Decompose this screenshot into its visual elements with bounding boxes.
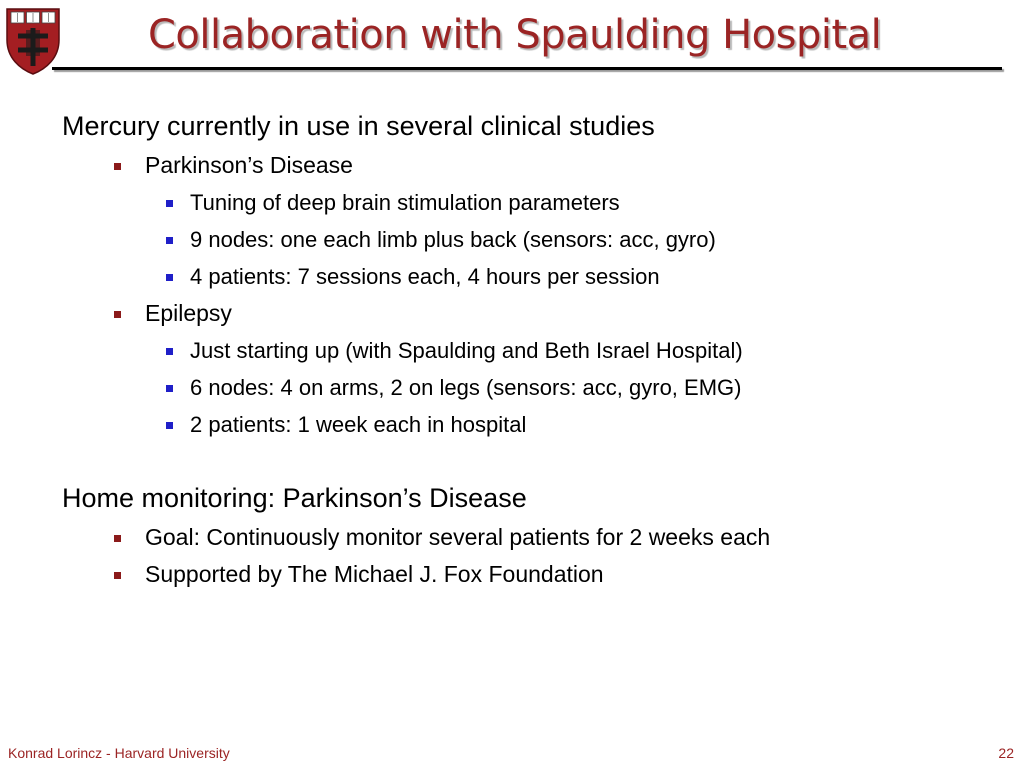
- harvard-shield-logo: [4, 6, 62, 76]
- sub-bullet-dbs-tuning: [190, 189, 1002, 216]
- sub-bullet-2-patients: [190, 411, 1002, 438]
- bullet-text: Goal: Continuously monitor several patients for 2 weeks each: [145, 524, 771, 550]
- square-bullet-icon: [166, 422, 173, 429]
- square-bullet-icon: [166, 237, 173, 244]
- sub-bullet-6-nodes: [190, 374, 1002, 401]
- sub-bullet-starting-up: [190, 337, 1002, 364]
- bullet-parkinsons: [145, 152, 1002, 179]
- bullet-text: Tuning of deep brain stimulation parameters: [190, 190, 620, 215]
- title-divider: [52, 67, 1002, 70]
- square-bullet-icon: [114, 535, 121, 542]
- slide-title: Collaboration with Spaulding Hospital: [148, 12, 882, 58]
- bullet-text: Just starting up (with Spaulding and Beth Israel Hospital): [190, 338, 743, 363]
- square-bullet-icon: [114, 163, 121, 170]
- section-heading-clinical-studies: Mercury currently in use in several clinical studies: [62, 111, 655, 141]
- bullet-text: 9 nodes: one each limb plus back (sensors: acc, gyro): [190, 227, 716, 252]
- square-bullet-icon: [114, 572, 121, 579]
- footer-author: Konrad Lorincz - Harvard University: [8, 745, 230, 761]
- square-bullet-icon: [166, 274, 173, 281]
- square-bullet-icon: [114, 311, 121, 318]
- bullet-text: Epilepsy: [145, 300, 232, 326]
- bullet-text: Parkinson’s Disease: [145, 152, 353, 178]
- bullet-goal: [145, 524, 1002, 551]
- square-bullet-icon: [166, 385, 173, 392]
- slide-content: [62, 110, 1002, 588]
- sub-bullet-4-patients: [190, 263, 1002, 290]
- bullet-text: 2 patients: 1 week each in hospital: [190, 412, 527, 437]
- page-number: 22: [998, 745, 1014, 761]
- bullet-text: Supported by The Michael J. Fox Foundation: [145, 561, 604, 587]
- square-bullet-icon: [166, 200, 173, 207]
- bullet-supported-by: [145, 561, 1002, 588]
- section-heading-home-monitoring: Home monitoring: Parkinson’s Disease: [62, 483, 527, 513]
- bullet-text: 6 nodes: 4 on arms, 2 on legs (sensors: acc, gyro, EMG): [190, 375, 742, 400]
- sub-bullet-9-nodes: [190, 226, 1002, 253]
- bullet-epilepsy: [145, 300, 1002, 327]
- bullet-text: 4 patients: 7 sessions each, 4 hours per session: [190, 264, 660, 289]
- square-bullet-icon: [166, 348, 173, 355]
